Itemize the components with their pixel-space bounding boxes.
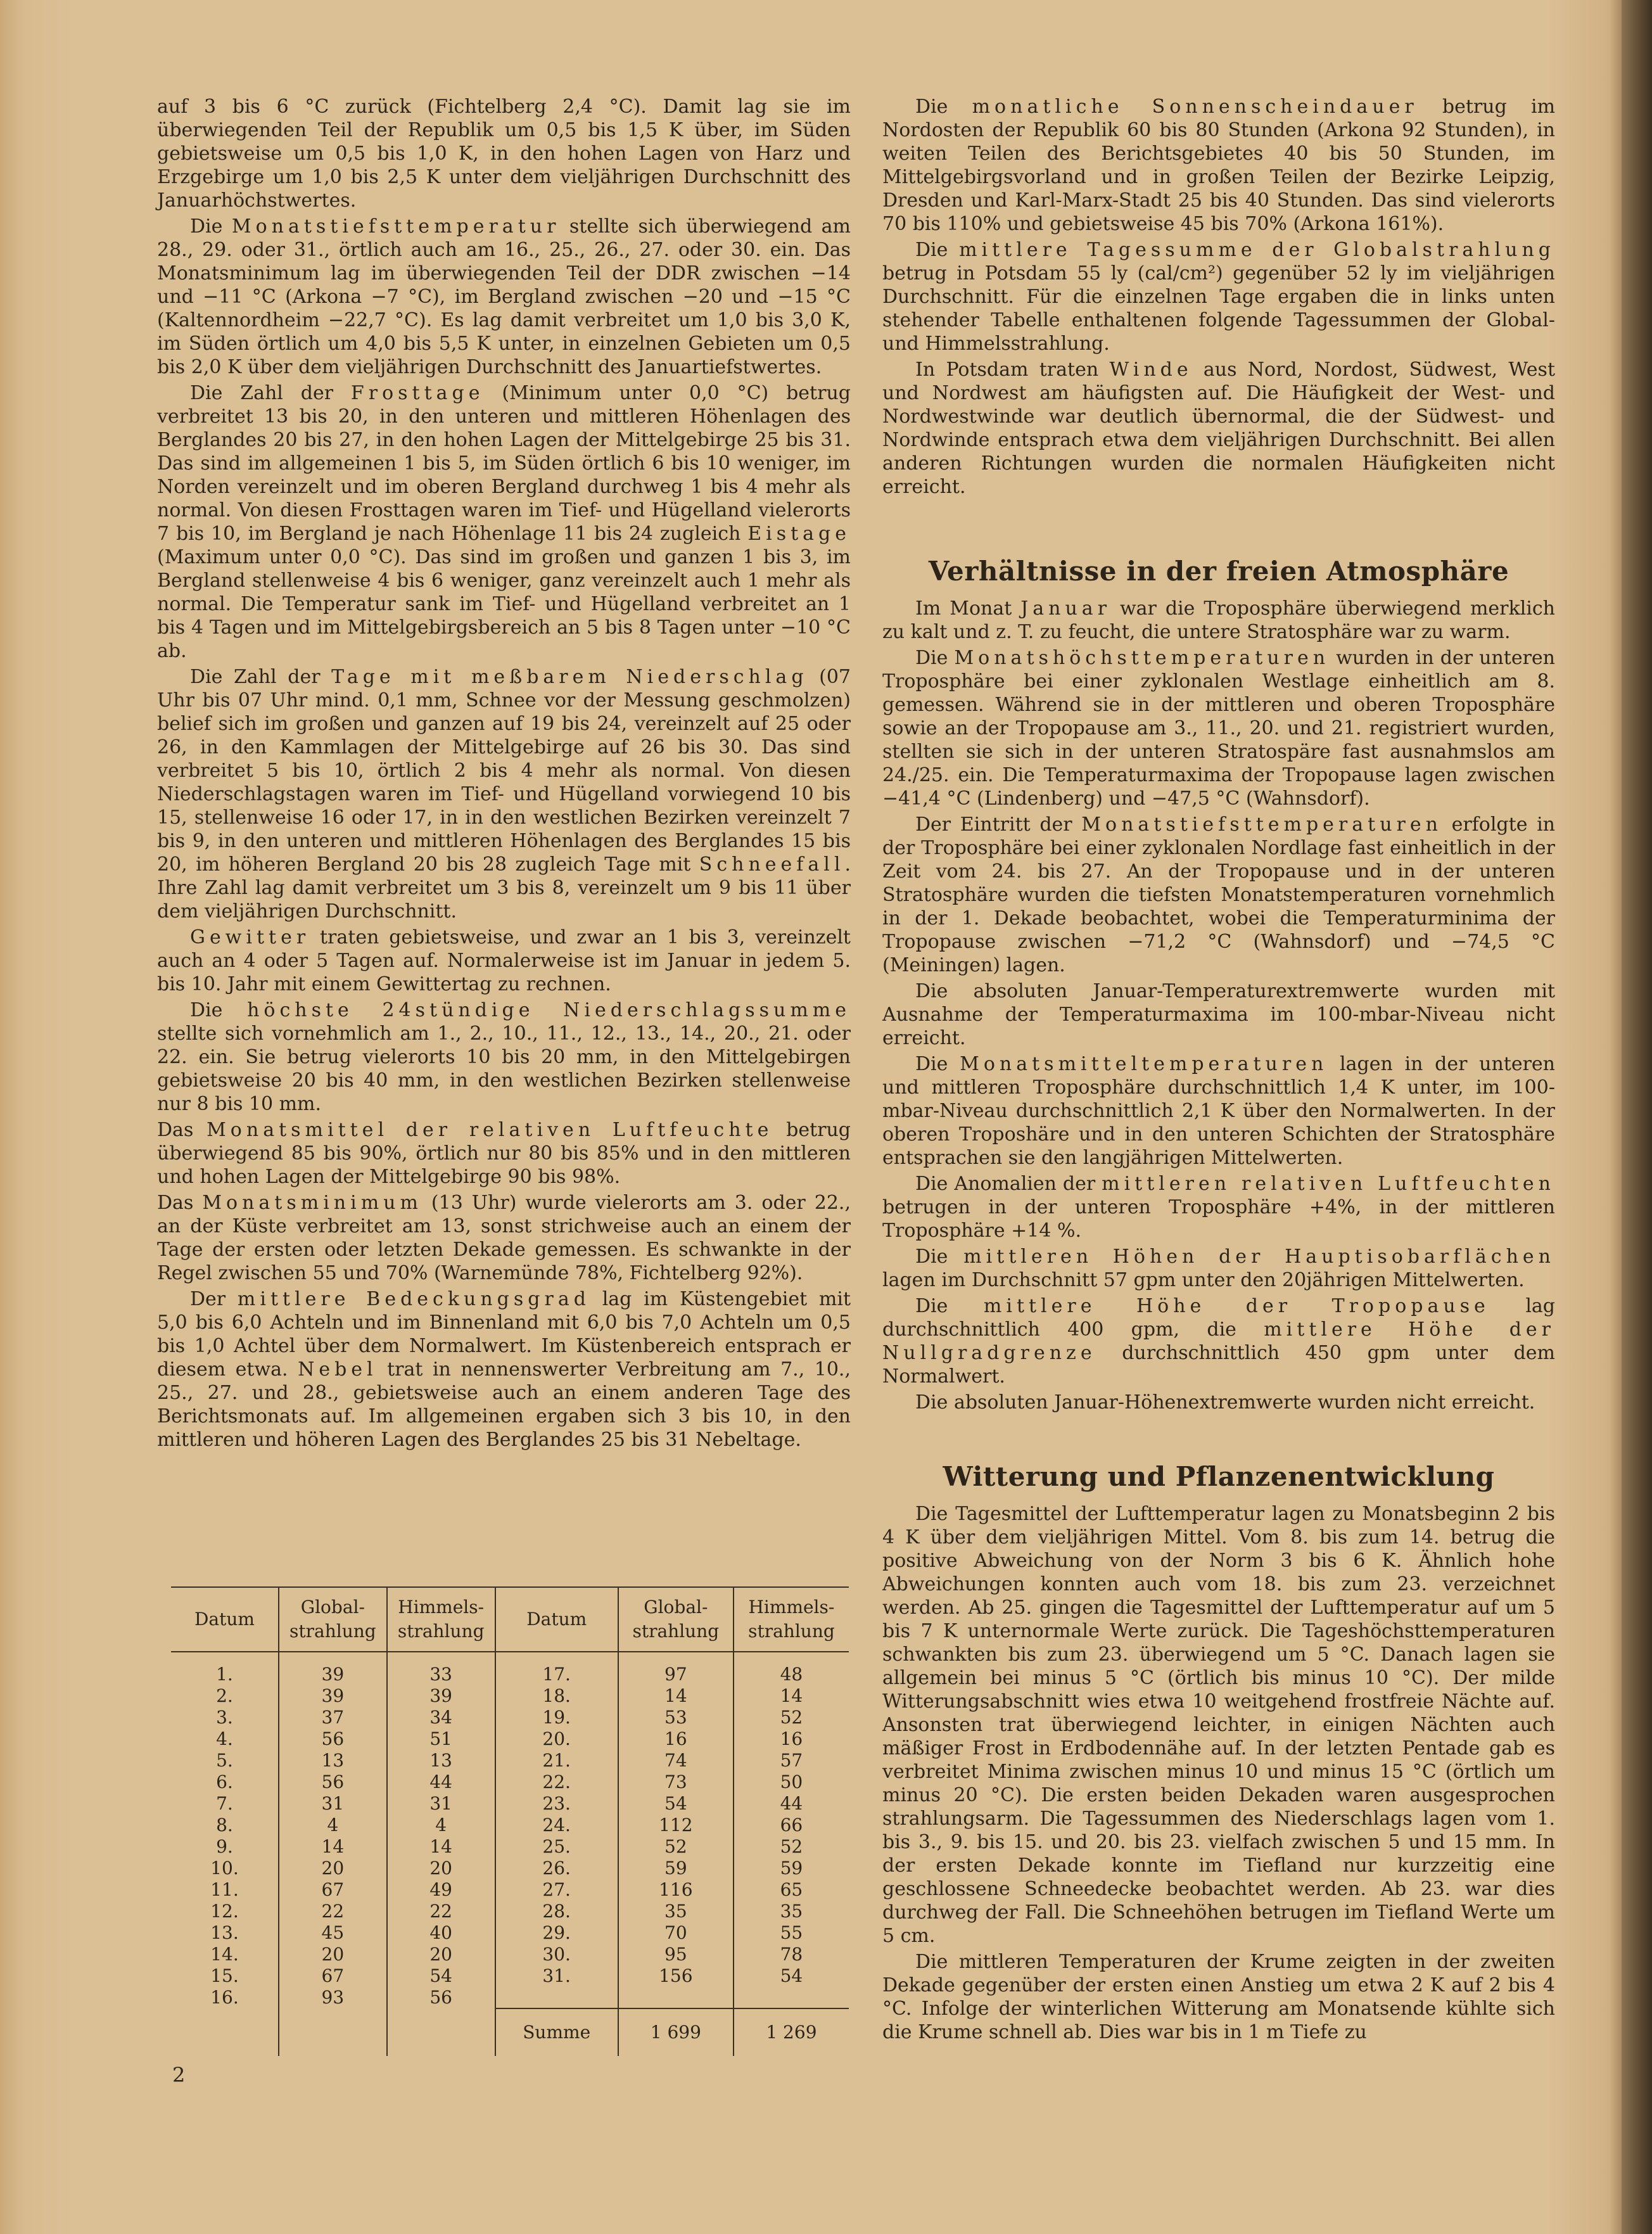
table-cell: 1. <box>216 1664 233 1685</box>
table-cell: 22 <box>279 1901 387 1922</box>
text-run: Der Eintritt der <box>915 814 1082 836</box>
text-run: Die Zahl der <box>190 382 351 404</box>
text-run: Die <box>915 647 955 669</box>
paragraph <box>157 665 851 923</box>
sum-sky: 1 269 <box>734 2008 849 2056</box>
table-cell: 14 <box>734 1685 849 1707</box>
sum-blank <box>171 2008 279 2056</box>
table-cell: 22. <box>495 1771 618 1793</box>
table-cell: 52 <box>618 1836 734 1858</box>
table-cell: 31 <box>279 1793 387 1815</box>
table-cell: 73 <box>618 1771 734 1793</box>
table-cell: 4 <box>387 1815 495 1836</box>
table-cell: 48 <box>734 1652 849 1685</box>
table-cell: 23. <box>495 1793 618 1815</box>
table-row <box>171 1965 849 1987</box>
atmosphere-text-block <box>882 597 1555 1414</box>
text-run: Der <box>190 1288 238 1310</box>
table-row <box>171 1922 849 1944</box>
paragraph <box>882 1245 1555 1292</box>
table-cell: 31 <box>387 1793 495 1815</box>
table-cell: 78 <box>734 1944 849 1965</box>
paragraph <box>157 1118 851 1189</box>
text-run: (13 Uhr) wurde vielerorts am 3. oder 22., an der Küste verbreitet am 13, sonst strichweise auch an einem der Tage der ersten oder letzten Dekade gemessen. Es schwankte in der Regel zwischen 55 und 70% (Warnemünde 78%, Fichtelberg 92%). <box>157 1192 851 1284</box>
text-run: (Minimum unter 0,0 °C) betrug verbreitet 13 bis 20, in den unteren und mittleren Höhenlagen des Berglandes 20 bis 27, in den hohen Lagen der Mittelgebirge 25 bis 31. Das sind im allgemeinen 1 bis 5, im Süden örtlich 6 bis 10 weniger, im Norden vereinzelt und im oberen Bergland durchweg 1 bis 4 mehr als normal. Von diesen Frosttagen waren im Tief- und Hügelland vielerorts 7 bis 10, im Bergland je nach Höhenlage 11 bis 24 zugleich <box>157 382 851 545</box>
spaced-term: mittleren Höhen der Hauptisobarflächen <box>963 1246 1556 1268</box>
sum-blank <box>387 2008 495 2056</box>
text-run: aus Nord, Nordost, Südwest, West und Nordwest am häufigsten auf. Die Häufigkeit der West- und Nordwestwinde war deutlich übernormal, die der Südwest- und Nordwinde entsprach etwa dem vieljährigen Durchschnitt. Bei allen anderen Richtungen wurden die normalen Häufigkeiten nicht erreicht. <box>882 359 1555 498</box>
table-cell: 24. <box>495 1815 618 1836</box>
spaced-term: Schneefall <box>699 853 845 876</box>
table-cell: 44 <box>734 1793 849 1815</box>
table-cell: 13. <box>210 1922 239 1943</box>
table-cell: 30. <box>495 1944 618 1965</box>
page-number: 2 <box>172 2063 186 2087</box>
table-cell: 51 <box>387 1728 495 1750</box>
header-date-right: Datum <box>495 1587 618 1652</box>
table-cell: 13 <box>279 1750 387 1771</box>
table-cell: 65 <box>734 1879 849 1901</box>
text-run: war die Troposphäre überwiegend merklich zu kalt und z. T. zu feucht, die untere Stratosphäre war zu warm. <box>882 597 1555 643</box>
text-run: In Potsdam traten <box>915 359 1110 381</box>
header-sky-right: Himmels- strahlung <box>734 1587 849 1652</box>
table-row <box>171 1944 849 1965</box>
table-cell: 39 <box>387 1685 495 1707</box>
text-run: wurden in der unteren Troposphäre bei einer zyklonalen Westlage einheitlich am 8. gemessen. Während sie in der mittleren und oberen Troposphäre sowie an der Tropopause am 3., 11., 20. und 21. registriert wurden, stellten sie sich in der unteren Stratospäre fast ausnahmslos am 24./25. ein. Die Temperaturmaxima der Tropopause lagen zwischen −41,4 °C (Lindenberg) und −47,5 °C (Wahnsdorf). <box>882 647 1555 810</box>
table-cell: 59 <box>734 1858 849 1879</box>
right-top-text-block <box>882 95 1555 499</box>
spaced-term: Monatshöchsttemperaturen <box>954 647 1330 669</box>
table-row <box>171 1815 849 1836</box>
text-run: Die <box>915 1295 984 1317</box>
spaced-term: höchste 24stündige Niederschlagssumme <box>247 999 851 1021</box>
table-cell: 53 <box>618 1707 734 1728</box>
table-cell: 16. <box>210 1987 239 2008</box>
spaced-term: Monatstiefsttemperatur <box>231 215 561 238</box>
table-cell: 16 <box>734 1728 849 1750</box>
spaced-term: Monatsmitteltemperaturen <box>960 1053 1328 1075</box>
text-run: trat in nennenswerter Verbreitung am 7., 10., 25., 27. und 28., gebietsweise auch an einem anderen Tage des Berichtsmonats auf. Im allgemeinen ergaben sich 3 bis 10, in den mittleren und höheren Lagen des Berglandes 25 bis 31 Nebeltage. <box>157 1358 851 1451</box>
paragraph <box>157 1287 851 1452</box>
table-cell: 31. <box>495 1965 618 1987</box>
table-row <box>171 1685 849 1707</box>
table-cell: 50 <box>734 1771 849 1793</box>
heading-atmosphere: Verhältnisse in der freien Atmosphäre <box>928 556 1509 587</box>
text-run: erfolgte in der Troposphäre bei einer zyklonalen Nordlage fast einheitlich in der Zeit vom 24. bis 27. An der Tropopause und in der unteren Stratosphäre wurden die tiefsten Monatstemperaturen vornehmlich in der 1. Dekade beobachtet, wobei die Temperaturminima der Tropopause zwischen −71,2 °C (Wahnsdorf) und −74,5 °C (Meiningen) lagen. <box>882 814 1556 976</box>
table-cell: 93 <box>279 1987 387 2008</box>
table-cell <box>495 1987 618 2008</box>
text-run: Die Anomalien der <box>915 1173 1102 1195</box>
table-cell: 54 <box>734 1965 849 1987</box>
table-cell: 70 <box>618 1922 734 1944</box>
table-cell: 95 <box>618 1944 734 1965</box>
spaced-term: mittlere Bedeckungsgrad <box>237 1288 590 1310</box>
text-run: Die mittleren Temperaturen der Krume zeigten in der zweiten Dekade gegenüber der ersten einen Anstieg um etwa 2 K auf 2 bis 4 °C. Infolge der winterlichen Witterung am Monatsende kühlte sich die Krume schnell ab. Dies war bis in 1 m Tiefe zu <box>882 1951 1555 2043</box>
text-run: Das <box>157 1119 207 1141</box>
paragraph <box>157 926 851 996</box>
table-cell: 14 <box>387 1836 495 1858</box>
book-binding <box>1622 0 1652 2234</box>
table-cell <box>618 1987 734 2008</box>
left-column <box>157 95 851 1454</box>
table-header-row <box>171 1587 849 1652</box>
text-run: betrug in Potsdam 55 ly (cal/cm²) gegenüber 52 ly im vieljährigen Durchschnitt. Für die einzelnen Tage ergaben die in links unten stehender Tabelle enthaltenen folgende Tagessummen der Global- und Himmelsstrahlung. <box>882 262 1555 355</box>
spaced-term: Eistage <box>747 523 851 545</box>
table-cell: 6. <box>216 1771 233 1792</box>
table-cell: 17. <box>495 1652 618 1685</box>
spaced-term: mittleren relativen Luftfeuchten <box>1102 1173 1555 1195</box>
text-run: Die <box>190 999 248 1021</box>
text-run: (07 Uhr bis 07 Uhr mind. 0,1 mm, Schnee vor der Messung geschmolzen) belief sich im großen und ganzen auf 19 bis 24, vereinzelt auf 25 oder 26, in den Kammlagen der Mittelgebirge auf 26 bis 30. Das sind verbreitet 5 bis 10, örtlich 2 bis 4 mehr als normal. Von diesen Niederschlagstagen waren im Tief- und Hügelland vorwiegend 10 bis 15, stellenweise 16 oder 17, in in den westlichen Bezirken vereinzelt 7 bis 9, in den unteren und mittleren Höhenlagen des Berglandes 15 bis 20, im höheren Bergland 20 bis 28 zugleich Tage mit <box>157 666 851 876</box>
paragraph <box>882 238 1555 355</box>
table-cell: 20 <box>387 1858 495 1879</box>
table-cell: 20 <box>279 1944 387 1965</box>
table-cell: 97 <box>618 1652 734 1685</box>
paragraph <box>882 1950 1555 2044</box>
sum-blank <box>279 2008 387 2056</box>
table-cell: 40 <box>387 1922 495 1944</box>
paragraph <box>882 597 1555 644</box>
table-cell: 25. <box>495 1836 618 1858</box>
table-cell: 112 <box>618 1815 734 1836</box>
table-row <box>171 1987 849 2008</box>
table-cell: 156 <box>618 1965 734 1987</box>
table-cell: 56 <box>279 1728 387 1750</box>
table-cell: 14. <box>210 1944 239 1965</box>
paragraph <box>882 813 1555 977</box>
spaced-term: Nebel <box>298 1358 378 1381</box>
table-cell <box>734 1987 849 2008</box>
table-cell: 27. <box>495 1879 618 1901</box>
table-cell: 39 <box>279 1652 387 1685</box>
table-cell: 4. <box>216 1728 233 1749</box>
text-run: . Ihre Zahl lag damit verbreitet um 3 bis 8, vereinzelt um 9 bis 11 über dem vieljährigen Durchschnitt. <box>157 853 851 922</box>
text-run: Die <box>915 1246 964 1268</box>
text-run: Die Zahl der <box>190 666 332 688</box>
table-row <box>171 1858 849 1879</box>
table-row <box>171 1793 849 1815</box>
text-run: Die Tagesmittel der Lufttemperatur lagen zu Monatsbeginn 2 bis 4 K über dem vieljährigen Mittel. Vom 8. bis zum 14. betrug die positive Abweichung von der Norm 3 bis 6 K. Ähnlich hohe Abweichungen konnten auch vom 18. bis zum 23. verzeichnet werden. Ab 25. gingen die Tagesmittel der Lufttemperatur auf um 5 bis 7 K unternormale Werte zurück. Die Tageshöchsttemperaturen schwankten bis zum 23. überwiegend um 5 °C. Danach lagen sie allgemein bei minus 5 °C (örtlich bis minus 10 °C). Der milde Witterungsabschnitt wies etwa 10 weitgehend frostfreie Nächte auf. Ansonsten trat überwiegend leichter, in einigen Nächten auch mäßiger Frost in Erdbodennähe auf. In der letzten Pentade gab es verbreitet Minima zwischen minus 10 und minus 15 °C (örtlich um minus 20 °C). Die ersten beiden Dekaden waren ausgesprochen strahlungsarm. Die Tagessummen des Niederschlags lagen vom 1. bis 3., 9. bis 15. und 20. bis 23. vielfach zwischen 5 und 15 mm. In der ersten Dekade konnte im Tiefland nur kurzzeitig eine geschlossene Schneedecke beobachtet werden. Ab 23. war dies durchweg der Fall. Die Schneehöhen betrugen im Tiefland Werte um 5 cm. <box>882 1503 1555 1947</box>
text-run: traten gebietsweise, und zwar an 1 bis 3, vereinzelt auch an 4 oder 5 Tagen auf. Normalerweise ist im Januar in jedem 5. bis 10. Jahr mit einem Gewittertag zu rechnen. <box>157 926 851 995</box>
table-cell: 5. <box>216 1750 233 1771</box>
paragraph <box>157 95 851 212</box>
table-cell: 49 <box>387 1879 495 1901</box>
table-cell: 2. <box>216 1685 233 1706</box>
sum-global: 1 699 <box>618 2008 734 2056</box>
text-run: stellte sich vornehmlich am 1., 2., 10., 11., 12., 13., 14., 20., 21. oder 22. ein. Sie betrug vielerorts 10 bis 20 mm, in den Mittelgebirgen gebietsweise 20 bis 40 mm, in den westlichen Bezirken stellenweise nur 8 bis 10 mm. <box>157 1023 851 1115</box>
paragraph <box>157 215 851 379</box>
table-cell: 12. <box>210 1901 239 1922</box>
table-row <box>171 1901 849 1922</box>
table-cell: 28. <box>495 1901 618 1922</box>
table-row <box>171 1728 849 1750</box>
table-cell: 35 <box>734 1901 849 1922</box>
header-global-left: Global- strahlung <box>279 1587 387 1652</box>
table-cell: 20 <box>279 1858 387 1879</box>
table-cell: 37 <box>279 1707 387 1728</box>
text-run: Die <box>915 239 960 261</box>
spaced-term: monatliche Sonnenscheindauer <box>972 96 1418 118</box>
paragraph <box>882 95 1555 236</box>
table-cell: 8. <box>216 1815 233 1835</box>
table-cell: 54 <box>387 1965 495 1987</box>
paragraph <box>157 999 851 1116</box>
table-cell: 57 <box>734 1750 849 1771</box>
table-cell: 59 <box>618 1858 734 1879</box>
table-cell: 44 <box>387 1771 495 1793</box>
header-sky-left: Himmels- strahlung <box>387 1587 495 1652</box>
table-cell: 54 <box>618 1793 734 1815</box>
text-run: lag im Küstengebiet mit 5,0 bis 6,0 Achteln und im Binnenland mit 6,0 bis 7,0 Achteln um 0,5 bis 1,0 Achtel über dem Normalwert. Im Küstenbereich entsprach er diesem etwa. <box>157 1288 851 1381</box>
paragraph <box>157 381 851 663</box>
table-row <box>171 1836 849 1858</box>
paragraph <box>157 1191 851 1285</box>
paragraph <box>882 1294 1555 1388</box>
text-run: Im Monat <box>915 597 1021 620</box>
header-date-left: Datum <box>194 1609 255 1630</box>
right-column <box>882 95 1555 2046</box>
text-run: betrugen in der unteren Troposphäre +4%, in der mittleren Troposphäre +14 %. <box>882 1196 1555 1242</box>
table-cell: 20. <box>495 1728 618 1750</box>
table-row <box>171 1879 849 1901</box>
left-text-block <box>157 95 851 1452</box>
header-global-right: Global- strahlung <box>618 1587 734 1652</box>
spaced-term: mittlere Höhe der Tropopause <box>983 1295 1490 1317</box>
table-cell: 11. <box>210 1879 239 1900</box>
sum-label: Summe <box>495 2008 618 2056</box>
table-cell: 74 <box>618 1750 734 1771</box>
paragraph <box>882 980 1555 1050</box>
text-run: Die <box>915 96 972 118</box>
table-cell: 45 <box>279 1922 387 1944</box>
table-row <box>171 1750 849 1771</box>
table-cell: 52 <box>734 1836 849 1858</box>
text-run: durchschnittlich 450 gpm unter dem Normalwert. <box>882 1342 1555 1388</box>
table-cell: 20 <box>387 1944 495 1965</box>
spaced-term: Tage mit meßbarem Niederschlag <box>331 666 808 688</box>
text-run: auf 3 bis 6 °C zurück (Fichtelberg 2,4 °C). Damit lag sie im überwiegenden Teil der Republik um 0,5 bis 1,5 K über, im Süden gebietsweise um 0,5 bis 1,0 K, in den hohen Lagen von Harz und Erzgebirge um 1,0 bis 2,5 K unter dem vieljährigen Durchschnitt des Januarhöchstwertes. <box>157 96 851 212</box>
heading-plants: Witterung und Pflanzenentwicklung <box>943 1461 1495 1492</box>
text-run: Die absoluten Januar-Höhenextremwerte wurden nicht erreicht. <box>915 1391 1535 1414</box>
table-row <box>171 1652 849 1685</box>
spaced-term: mittlere Höhe der Nullgradgrenze <box>882 1318 1555 1364</box>
table-cell: 33 <box>387 1652 495 1685</box>
table-cell: 13 <box>387 1750 495 1771</box>
table-cell: 66 <box>734 1815 849 1836</box>
paragraph <box>882 646 1555 810</box>
text-run: Das <box>157 1192 203 1214</box>
text-run: betrug überwiegend 85 bis 90%, örtlich nur 80 bis 85% und in den mittleren und hohen Lagen der Mittelgebirge 90 bis 98%. <box>157 1119 851 1188</box>
table-cell: 67 <box>279 1879 387 1901</box>
table-cell: 18. <box>495 1685 618 1707</box>
table-cell: 19. <box>495 1707 618 1728</box>
table-cell: 56 <box>279 1771 387 1793</box>
table-row <box>171 1707 849 1728</box>
text-run: lagen in der unteren und mittleren Troposphäre durchschnittlich 1,4 K unter, im 100-mbar-Niveau durchschnittlich 2,1 K über den Normalwerten. In der oberen Troposhäre und in den unteren Schichten der Stratosphäre entsprachen sie den langjährigen Mittelwerten. <box>882 1053 1555 1169</box>
table-row <box>171 1771 849 1793</box>
table-cell: 52 <box>734 1707 849 1728</box>
text-run: lagen im Durchschnitt 57 gpm unter den 20jährigen Mittelwerten. <box>882 1269 1525 1291</box>
plants-text-block <box>882 1502 1555 2044</box>
spaced-term: mittlere Tagessumme der Globalstrahlung <box>959 239 1555 261</box>
table-cell: 3. <box>216 1707 233 1728</box>
table-cell: 39 <box>279 1685 387 1707</box>
text-run: Die <box>915 1053 960 1075</box>
table-cell: 4 <box>279 1815 387 1836</box>
spaced-term: Monatsminimum <box>202 1192 423 1214</box>
table-cell: 34 <box>387 1707 495 1728</box>
text-run: stellte sich überwiegend am 28., 29. oder 31., örtlich auch am 16., 25., 26., 27. oder 30. ein. Das Monatsminimum lag im überwiegenden Teil der DDR zwischen −14 und −11 °C (Arkona −7 °C), im Bergland zwischen −20 und −15 °C (Kaltennordheim −22,7 °C). Es lag damit verbreitet um 1,0 bis 3,0 K, im Süden örtlich um 4,0 bis 5,5 K unter, in einzelnen Gebieten um 0,5 bis 2,0 K über dem vieljährigen Durchschnitt des Januartiefstwertes. <box>157 215 851 378</box>
paragraph <box>882 1052 1555 1170</box>
text-run: (Maximum unter 0,0 °C). Das sind im großen und ganzen 1 bis 3, im Bergland stellenweise 4 bis 6 weniger, ganz vereinzelt auch 1 mehr als normal. Die Temperatur sank im Tief- und Hügelland verbreitet an 1 bis 4 Tagen und im Mittelgebirgsbereich an 5 bis 8 Tagen unter −10 °C ab. <box>157 546 851 662</box>
table-sum-row <box>171 2008 849 2056</box>
table-cell: 14 <box>279 1836 387 1858</box>
text-run: betrug im Nordosten der Republik 60 bis 80 Stunden (Arkona 92 Stunden), in weiten Teilen des Berichtsgebietes 40 bis 50 Stunden, im Mittelgebirgsvorland und in großen Teilen der Bezirke Leipzig, Dresden und Karl-Marx-Stadt 25 bis 40 Stunden. Das sind vielerorts 70 bis 110% und gebietsweise 45 bis 70% (Arkona 161%). <box>882 96 1556 235</box>
spaced-term: Monatsmittel der relativen Luftfeuchte <box>206 1119 773 1141</box>
spaced-term: Winde <box>1109 359 1193 381</box>
text-run: lag durchschnittlich 400 gpm, die <box>882 1295 1556 1341</box>
table-cell: 9. <box>216 1836 233 1857</box>
table-cell: 21. <box>495 1750 618 1771</box>
table-cell: 35 <box>618 1901 734 1922</box>
table-body <box>171 1652 849 2008</box>
table-cell: 116 <box>618 1879 734 1901</box>
paragraph <box>882 1502 1555 1948</box>
radiation-table <box>171 1586 849 2056</box>
paragraph <box>882 358 1555 499</box>
table-cell: 67 <box>279 1965 387 1987</box>
table-cell: 16 <box>618 1728 734 1750</box>
table-cell: 29. <box>495 1922 618 1944</box>
table-cell: 22 <box>387 1901 495 1922</box>
table-cell: 14 <box>618 1685 734 1707</box>
table-cell: 26. <box>495 1858 618 1879</box>
paragraph <box>882 1391 1555 1414</box>
table-cell: 56 <box>387 1987 495 2008</box>
text-run: Die absoluten Januar-Temperaturextremwerte wurden mit Ausnahme der Temperaturmaxima im 100-mbar-Niveau nicht erreicht. <box>882 980 1555 1049</box>
spaced-term: Januar <box>1020 597 1112 620</box>
table-cell: 55 <box>734 1922 849 1944</box>
spaced-term: Gewitter <box>190 926 310 948</box>
spaced-term: Frosttage <box>350 382 485 404</box>
text-run: Die <box>190 215 232 238</box>
table-cell: 7. <box>216 1793 233 1814</box>
table-cell: 15. <box>210 1965 239 1986</box>
paragraph <box>882 1172 1555 1242</box>
spaced-term: Monatstiefsttemperaturen <box>1081 814 1442 836</box>
table-cell: 10. <box>210 1858 239 1879</box>
